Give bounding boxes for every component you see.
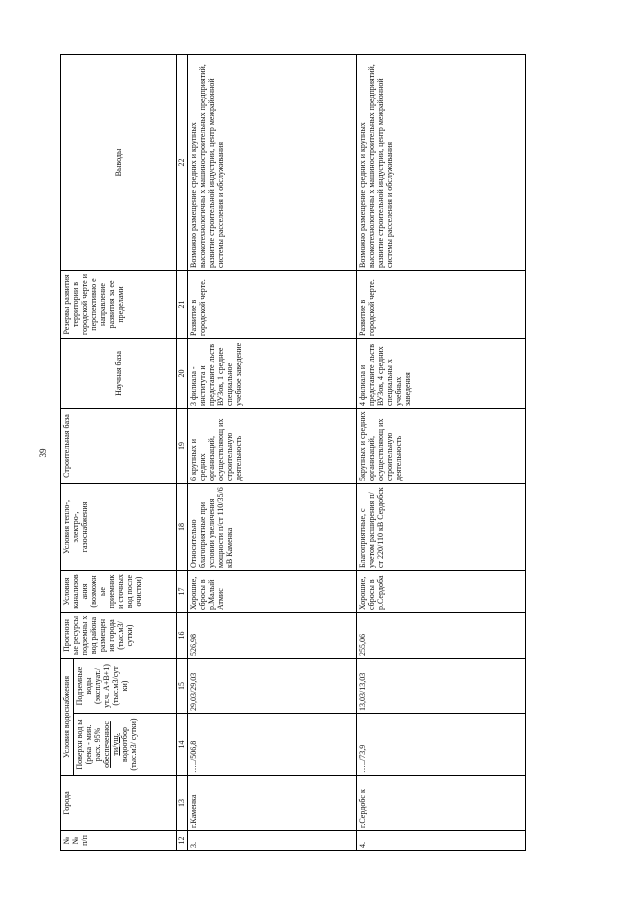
col-number: 15 xyxy=(177,659,188,714)
row-sewer: Хорошие, сбросы в р.Малый Атмис xyxy=(188,571,357,613)
row-num: 3. xyxy=(188,831,357,851)
row-num: 4. xyxy=(357,831,526,851)
row-forecast: 526,98 xyxy=(188,613,357,659)
header-forecast: Прогнозн ые ресурсы подземны х вод района размещен ия города (тыс.м3/ сутки) xyxy=(61,613,177,659)
header-science: Научная база xyxy=(61,339,177,409)
header-build: Строительная база xyxy=(61,409,177,484)
col-number: 12 xyxy=(177,831,188,851)
header-num: № № п/п xyxy=(61,831,177,851)
row-conclusions: Возможно размещение средних и крупных высокотехнологичны х машиностроительных предприятий, развитие строительной индустрии, центр межрайонной системы расселения и обслуживания xyxy=(188,55,357,271)
row-reserves: Развитие в городской черте. xyxy=(188,271,357,339)
header-row-1 xyxy=(61,55,74,851)
header-underground: Подземные воды (эксплуат./ ут.ч. А+В+1) (тыс.м3/сут ки) xyxy=(74,659,177,714)
header-reserves: Резервы развития территории в городской черте и перспективно е направление развития за ее пределами xyxy=(61,271,177,339)
header-energy: Условия тепло-, электро-, газоснабжения xyxy=(61,484,177,571)
row-science: 4 филиала и представите льств ВУЗов, 4 средних специальны х учебных заведения xyxy=(357,339,526,409)
row-energy: Благоприятные, с учетом расширения п/ст 220/110 кВ Сердобск xyxy=(357,484,526,571)
row-build: 6 крупных и средних организаций, осуществляющ их строительную деятельность xyxy=(188,409,357,484)
header-surface xyxy=(74,714,177,776)
col-number: 16 xyxy=(177,613,188,659)
header-city: Города xyxy=(61,776,177,831)
row-surface: …../73,9 xyxy=(357,714,526,776)
row-science: 3 филиала - института и представите льств ВУЗов, 1 среднее специальное учебное заведение xyxy=(188,339,357,409)
col-number: 18 xyxy=(177,484,188,571)
row-build: 5крупных и средних организаций, осуществляющ их строительную деятельность xyxy=(357,409,526,484)
table-row xyxy=(357,55,526,851)
header-water-group: Условия водоснабжения xyxy=(61,659,74,776)
row-forecast: 255,06 xyxy=(357,613,526,659)
header-conclusions: Выводы xyxy=(61,55,177,271)
row-underground: 29,03/29,03 xyxy=(188,659,357,714)
row-energy: Относительно благоприятные при условии увеличения мощности п/ст 110/35/6 кВ Каменка xyxy=(188,484,357,571)
row-reserves: Развитие в городской черте. xyxy=(357,271,526,339)
col-number: 22 xyxy=(177,55,188,271)
row-sewer: Хорошие, сбросы в р.Сердоба xyxy=(357,571,526,613)
header-surface-post: водоотбор (тыс.м3/ сутки) xyxy=(120,718,138,771)
row-underground: 13,03/13,03 xyxy=(357,659,526,714)
header-sewer: Условия канализов ания (возможн ые приемник и сточных вод после очистки) xyxy=(61,571,177,613)
col-number-row xyxy=(177,55,188,851)
row-conclusions: Возможно размещение средних и крупных высокотехнологичны х машиностроительных предприятий, развитие строительной индустрии, центр межрайонной системы расселения и обслуживания xyxy=(357,55,526,271)
rotated-table-container xyxy=(60,55,580,851)
header-surface-pre: Поверхн вод ы (река - мин. расх. 95% xyxy=(75,719,102,770)
col-number: 21 xyxy=(177,271,188,339)
col-number: 13 xyxy=(177,776,188,831)
cities-table xyxy=(60,54,526,851)
page-number: 39 xyxy=(38,448,48,458)
col-number: 20 xyxy=(177,339,188,409)
row-city: г.Каменка xyxy=(188,776,357,831)
row-surface: …../506,8 xyxy=(188,714,357,776)
col-number: 17 xyxy=(177,571,188,613)
col-number: 19 xyxy=(177,409,188,484)
header-surface-underlined: обеспеченнос ти/ущ. xyxy=(102,721,120,768)
col-number: 14 xyxy=(177,714,188,776)
table-row xyxy=(188,55,357,851)
row-city: г.Сердобс к xyxy=(357,776,526,831)
